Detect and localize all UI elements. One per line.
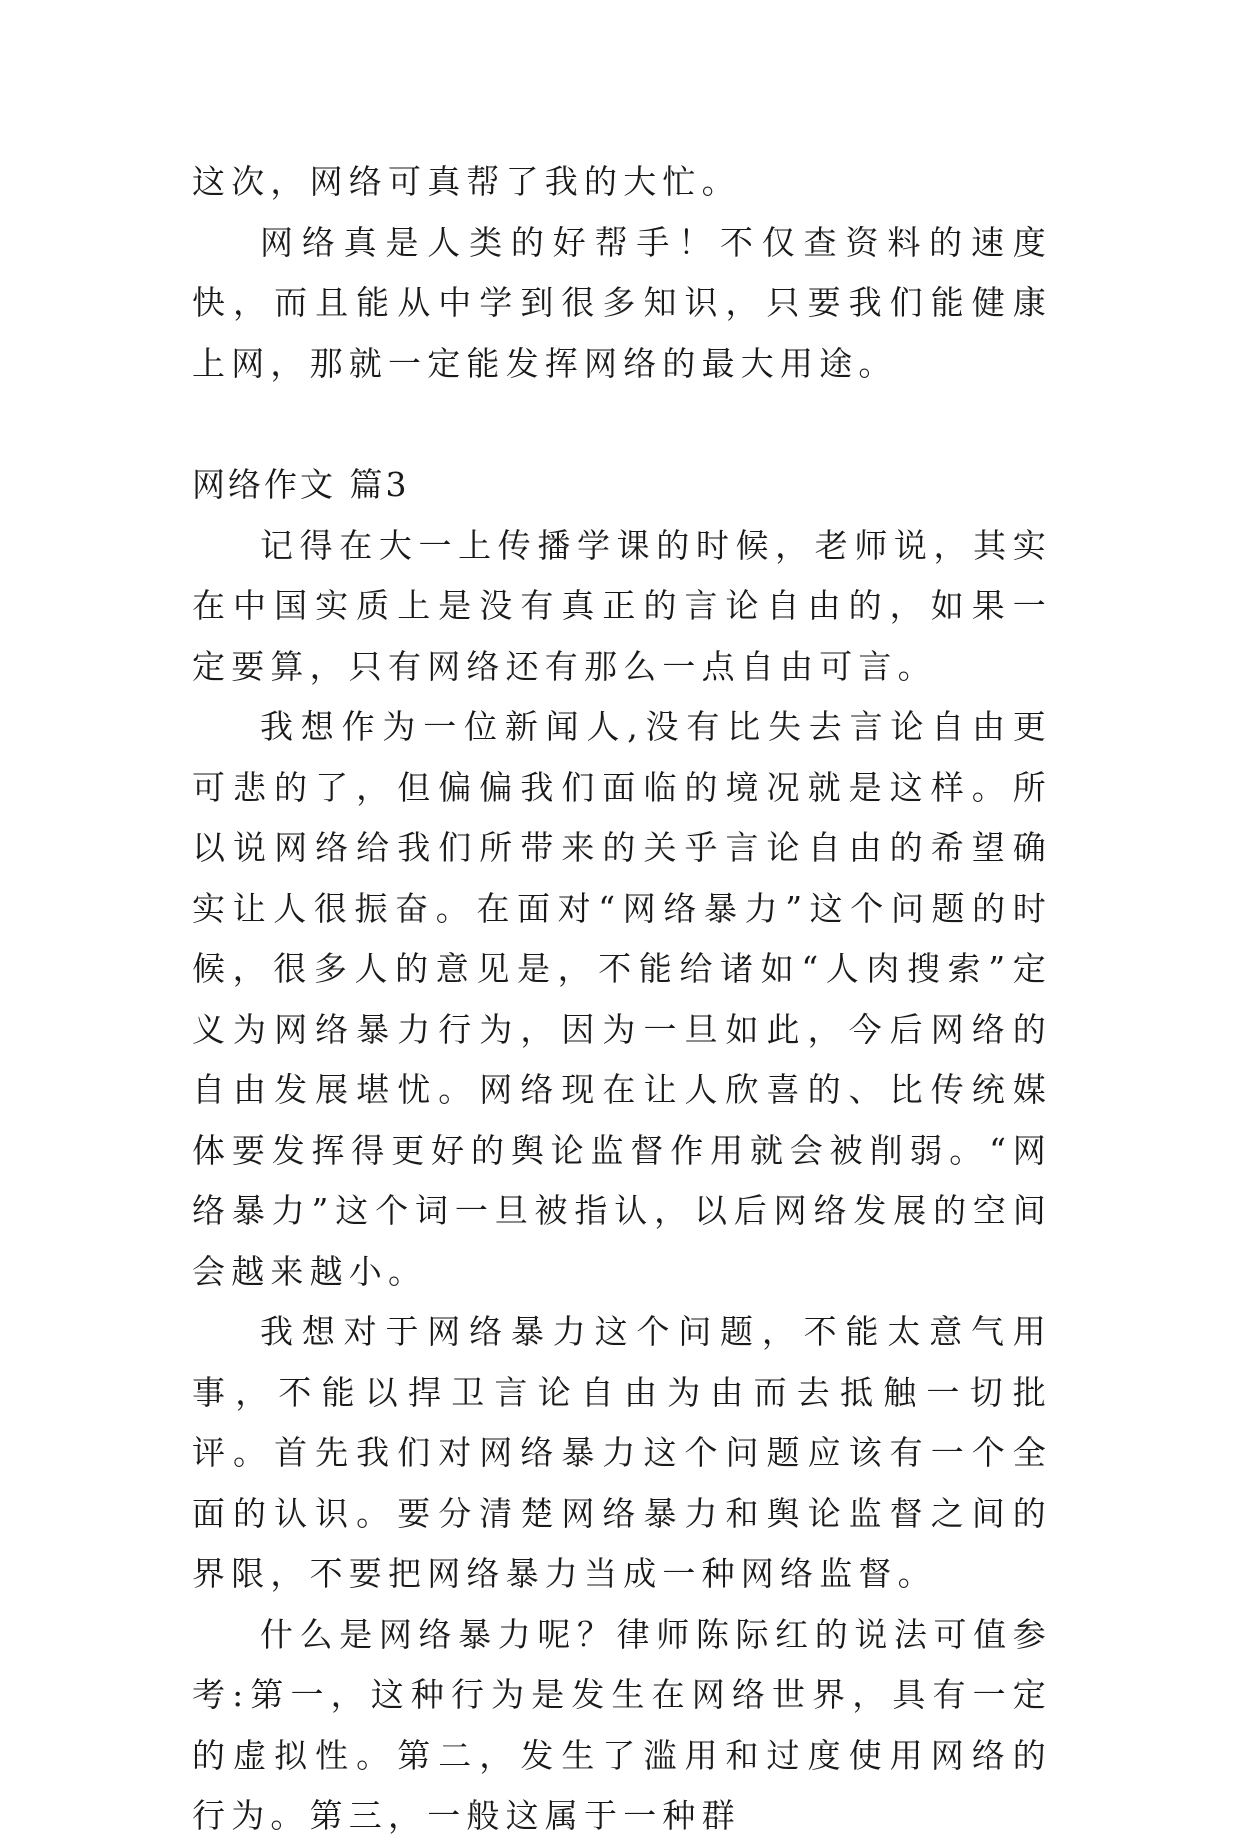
document-page <box>192 152 1052 1847</box>
paragraph: 我想对于网络暴力这个问题，不能太意气用事，不能以捍卫言论自由为由而去抵触一切批评。首先我们对网络暴力这个问题应该有一个全面的认识。要分清楚网络暴力和舆论监督之间的界限，不要把网络暴力当成一种网络监督。 <box>192 1312 1052 1593</box>
paragraph: 记得在大一上传播学课的时候，老师说，其实在中国实质上是没有真正的言论自由的，如果一定要算，只有网络还有那么一点自由可言。 <box>192 525 1052 686</box>
paragraph: 网络真是人类的好帮手！不仅查资料的速度快，而且能从中学到很多知识，只要我们能健康上网，那就一定能发挥网络的最大用途。 <box>192 222 1052 383</box>
paragraph: 什么是网络暴力呢？律师陈际红的说法可值参考:第一，这种行为是发生在网络世界，具有一定的虚拟性。第二，发生了滥用和过度使用网络的行为。第三，一般这属于一种群 <box>192 1614 1052 1835</box>
paragraph: 我想作为一位新闻人,没有比失去言论自由更可悲的了，但偏偏我们面临的境况就是这样。所以说网络给我们所带来的关乎言论自由的希望确实让人很振奋。在面对“网络暴力”这个问题的时候，很多人的意见是，不能给诸如“人肉搜索”定义为网络暴力行为，因为一旦如此，今后网络的自由发展堪忧。网络现在让人欣喜的、比传统媒体要发挥得更好的舆论监督作用就会被削弱。“网络暴力”这个词一旦被指认，以后网络发展的空间会越来越小。 <box>192 707 1052 1291</box>
paragraph-continuation: 这次，网络可真帮了我的大忙。 <box>192 162 741 201</box>
section-title: 网络作文 篇3 <box>192 465 410 504</box>
